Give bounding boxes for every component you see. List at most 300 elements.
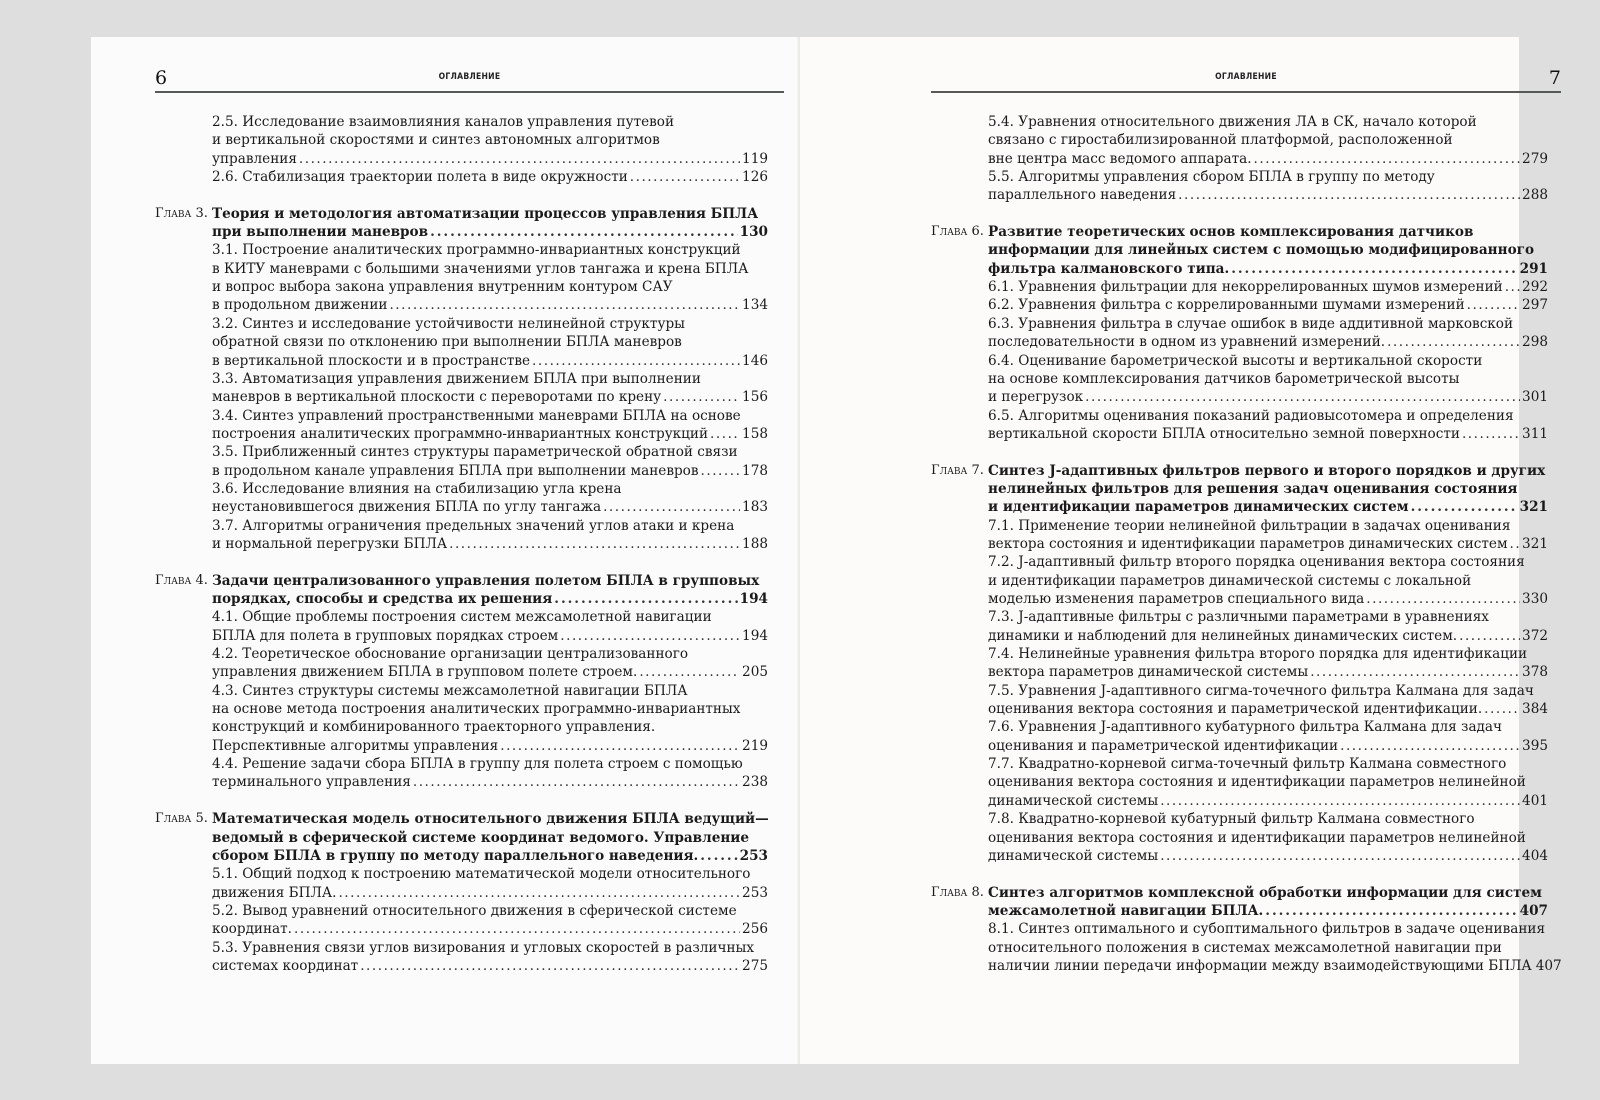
entry-line <box>988 150 1548 168</box>
entry-line <box>988 370 1548 388</box>
entry-text: Задачи централизованного управления полетом БПЛА в групповых <box>212 572 760 589</box>
chapter-title <box>212 572 768 609</box>
entry-page-number: 188 <box>742 535 768 552</box>
toc-link[interactable] <box>988 278 1548 296</box>
section-entry <box>212 241 768 314</box>
toc-link[interactable] <box>988 315 1548 352</box>
entry-line <box>988 645 1548 663</box>
toc-link[interactable] <box>988 517 1548 554</box>
entry-text: динамической системы <box>988 847 1159 864</box>
dot-leader <box>700 847 737 865</box>
entry-line <box>988 535 1548 553</box>
entry-page-number: 395 <box>1522 737 1548 754</box>
toc-link[interactable] <box>988 920 1562 975</box>
entry-line <box>988 315 1548 333</box>
entry-text: 7.8. Квадратно-корневой кубатурный фильтр Калмана совместного <box>988 811 1475 828</box>
entry-text: 4.3. Синтез структуры системы межсамолетной навигации БПЛА <box>212 682 688 699</box>
section-entry <box>988 278 1548 296</box>
chapter-title <box>988 462 1548 517</box>
toc-link[interactable] <box>988 682 1548 719</box>
chapter-label: Глава 8. <box>931 884 984 900</box>
running-head <box>155 67 784 93</box>
entry-page-number: 401 <box>1522 792 1548 809</box>
toc-link[interactable] <box>988 608 1548 645</box>
entry-line <box>212 517 768 535</box>
dot-leader <box>603 498 740 516</box>
entry-line <box>212 352 768 370</box>
entry-line <box>212 755 768 773</box>
entry-text: межсамолетной навигации БПЛА. <box>988 902 1264 919</box>
entry-text: неустановившегося движения БПЛА по углу тангажа <box>212 499 602 516</box>
entry-text: и нормальной перегрузки БПЛА <box>212 535 448 552</box>
entry-page-number: 279 <box>1522 150 1548 167</box>
toc-link[interactable] <box>212 443 768 480</box>
entry-text: наличии линии передачи информации между взаимодействующими БПЛА <box>988 957 1532 974</box>
section-entry <box>988 113 1548 168</box>
entry-text: управления движением БПЛА в групповом полете строем. <box>212 664 638 681</box>
entry-text: и перегрузок <box>988 389 1084 406</box>
dot-leader <box>663 388 740 406</box>
chapter-label: Глава 3. <box>155 205 208 221</box>
dot-leader <box>1085 388 1520 406</box>
entry-text: обратной связи по отклонению при выполнении БПЛА маневров <box>212 334 682 351</box>
entry-line <box>988 590 1548 608</box>
entry-line <box>212 260 768 278</box>
entry-page-number: 275 <box>742 957 768 974</box>
entry-text: 2.6. Стабилизация траектории полета в виде окружности <box>212 169 628 186</box>
entry-text: 4.1. Общие проблемы построения систем межсамолетной навигации <box>212 609 712 626</box>
entry-line <box>212 590 768 608</box>
entry-line <box>212 865 768 883</box>
dot-leader <box>701 462 741 480</box>
entry-text: в продольном движении <box>212 297 388 314</box>
entry-text: 2.5. Исследование взаимовлияния каналов управления путевой <box>212 114 675 130</box>
entry-page-number: 378 <box>1522 664 1548 681</box>
dot-leader <box>1411 498 1518 516</box>
entry-line <box>988 773 1548 791</box>
toc-link[interactable] <box>988 553 1548 608</box>
dot-leader <box>1366 590 1520 608</box>
entry-line <box>212 847 768 865</box>
entry-line <box>988 333 1548 351</box>
chapter-entry <box>155 205 768 554</box>
entry-line <box>988 498 1548 516</box>
chapter-title-link[interactable] <box>212 205 768 242</box>
running-head-title: ОГЛАВЛЕНИЕ <box>1215 72 1277 82</box>
section-entry <box>212 443 768 480</box>
entry-line <box>212 920 768 938</box>
entry-text: 7.2. J-адаптивный фильтр второго порядка оценивания вектора состояния <box>988 554 1525 571</box>
entry-text: Развитие теоретических основ комплексирования датчиков <box>988 224 1474 241</box>
entry-text: и вертикальной скоростями и синтез автономных алгоритмов <box>212 132 660 149</box>
entry-line <box>988 902 1548 920</box>
entry-text: 5.1. Общий подход к построению математической модели относительного <box>212 866 751 883</box>
section-entry <box>212 645 768 682</box>
entry-page-number: 178 <box>742 462 768 479</box>
entry-line <box>212 535 768 553</box>
section-entry <box>212 902 768 939</box>
entry-text: БПЛА для полета в групповых порядках строем <box>212 627 559 644</box>
entry-text: построения аналитических программно-инвариантных конструкций <box>212 425 709 442</box>
dot-leader <box>413 773 740 791</box>
entry-line <box>212 773 768 791</box>
entry-line <box>212 718 768 736</box>
toc-link[interactable] <box>988 755 1548 810</box>
toc-link[interactable] <box>212 645 768 682</box>
section-entry <box>212 755 768 792</box>
dot-leader <box>294 920 740 938</box>
entry-line <box>988 663 1548 681</box>
entry-text: 3.5. Приближенный синтез структуры параметрической обратной связи <box>212 444 738 461</box>
entry-page-number: 291 <box>1519 260 1548 277</box>
chapter-title-link[interactable] <box>988 884 1548 921</box>
running-head <box>931 67 1561 93</box>
entry-page-number: 372 <box>1522 627 1548 644</box>
chapter-title <box>988 223 1548 278</box>
entry-text: терминального управления <box>212 774 411 791</box>
left-page <box>91 37 800 1064</box>
entry-line <box>988 920 1548 938</box>
section-entry <box>212 608 768 645</box>
entry-text: 3.6. Исследование влияния на стабилизацию угла крена <box>212 480 622 497</box>
entry-line <box>212 957 768 975</box>
entry-text: последовательности в одном из уравнений измерений. <box>988 334 1386 351</box>
chapter-entry <box>931 462 1548 866</box>
page-number: 6 <box>155 67 168 89</box>
page-number: 7 <box>1548 67 1561 89</box>
toc-link[interactable] <box>212 682 768 755</box>
entry-line <box>212 939 768 957</box>
entry-line <box>988 755 1548 773</box>
entry-line <box>212 296 768 314</box>
entry-line <box>212 425 768 443</box>
chapter-title-link[interactable] <box>988 462 1548 517</box>
entry-text: 7.5. Уравнения J-адаптивного сигма-точечного фильтра Калмана для задач <box>988 682 1534 699</box>
entry-page-number: 126 <box>742 169 768 186</box>
entry-line <box>988 737 1548 755</box>
chapter-entry <box>931 223 1548 443</box>
entry-line <box>988 131 1548 149</box>
entry-line <box>988 847 1548 865</box>
section-entry <box>212 939 768 976</box>
entry-line <box>212 443 768 461</box>
entry-line <box>212 572 768 590</box>
entry-line <box>988 829 1548 847</box>
section-entry <box>988 645 1548 682</box>
entry-line <box>212 829 768 847</box>
entry-text: управления <box>212 150 297 167</box>
entry-text: системах координат <box>212 957 359 974</box>
chapter-title-link[interactable] <box>988 223 1548 278</box>
toc-link[interactable] <box>988 352 1548 407</box>
entry-line <box>988 700 1548 718</box>
entry-line <box>212 902 768 920</box>
entry-line <box>212 223 768 241</box>
toc-link[interactable] <box>212 608 768 645</box>
entry-line <box>212 241 768 259</box>
entry-page-number: 301 <box>1522 389 1548 406</box>
entry-text: 6.3. Уравнения фильтра в случае ошибок в виде аддитивной марковской <box>988 315 1514 332</box>
entry-page-number: 119 <box>742 150 768 167</box>
toc-link[interactable] <box>988 296 1548 314</box>
section-entry <box>212 407 768 444</box>
section-entry <box>212 865 768 902</box>
entry-line <box>212 627 768 645</box>
dot-leader <box>1340 737 1520 755</box>
section-entry <box>212 315 768 370</box>
entry-text: параллельного наведения <box>988 187 1177 204</box>
toc-link[interactable] <box>988 113 1548 168</box>
entry-text: 5.3. Уравнения связи углов визирования и угловых скоростей в различных <box>212 939 755 956</box>
chapter-title <box>212 205 768 242</box>
entry-text: оценивания и параметрической идентификации <box>988 737 1339 754</box>
toc-link[interactable] <box>212 480 768 517</box>
entry-page-number: 311 <box>1522 425 1548 442</box>
dot-leader <box>1160 792 1520 810</box>
section-entry <box>212 168 768 186</box>
entry-line <box>212 278 768 296</box>
entry-page-number: 321 <box>1522 536 1548 552</box>
entry-page-number: 256 <box>742 921 768 938</box>
entry-line <box>988 296 1548 314</box>
section-entry <box>988 296 1548 314</box>
toc-link[interactable] <box>212 407 768 444</box>
entry-text: сбором БПЛА в группу по методу параллельного наведения. <box>212 847 699 864</box>
entry-line <box>212 333 768 351</box>
entry-page-number: 253 <box>739 847 768 864</box>
section-entry <box>212 517 768 554</box>
section-entry <box>988 608 1548 645</box>
toc-link[interactable] <box>988 810 1548 865</box>
entry-line <box>988 627 1548 645</box>
section-entry <box>212 370 768 407</box>
dot-leader <box>389 296 740 314</box>
dot-leader <box>532 352 740 370</box>
dot-leader <box>1484 700 1520 718</box>
toc-link[interactable] <box>212 315 768 370</box>
entry-page-number: 158 <box>742 425 768 442</box>
chapter-label: Глава 7. <box>931 462 984 478</box>
entry-line <box>988 553 1548 571</box>
entry-text: вектора параметров динамической системы <box>988 664 1309 681</box>
entry-line <box>988 388 1548 406</box>
dot-leader <box>639 663 740 681</box>
entry-page-number: 183 <box>742 499 768 516</box>
dot-leader <box>1387 333 1520 351</box>
entry-line <box>212 131 768 149</box>
table-of-contents <box>931 113 1562 975</box>
section-entry <box>988 920 1562 975</box>
entry-page-number: 330 <box>1522 591 1548 608</box>
chapter-label: Глава 6. <box>931 224 984 240</box>
entry-line <box>988 462 1548 480</box>
entry-line <box>988 682 1548 700</box>
entry-line <box>988 241 1548 259</box>
entry-line <box>212 113 768 131</box>
running-head-title: ОГЛАВЛЕНИЕ <box>438 72 501 82</box>
entry-line <box>212 700 768 718</box>
entry-text: 7.4. Нелинейные уравнения фильтра второго порядка для идентификации <box>988 646 1528 663</box>
entry-line <box>212 205 768 223</box>
dot-leader <box>1160 847 1520 865</box>
entry-text: 6.1. Уравнения фильтрации для некоррелированных шумов измерений <box>988 279 1503 296</box>
toc-link[interactable] <box>212 755 768 792</box>
section-entry <box>212 682 768 755</box>
toc-link[interactable] <box>212 517 768 554</box>
entry-text: 8.1. Синтез оптимального и субоптимального фильтров в задаче оценивания <box>988 921 1546 938</box>
entry-text: оценивания вектора состояния и идентификации параметров нелинейной <box>988 774 1526 791</box>
dot-leader <box>1178 186 1520 204</box>
chapter-label: Глава 5. <box>155 811 208 827</box>
entry-page-number: 194 <box>742 627 768 644</box>
entry-text: связано с гиростабилизированной платформой, расположенной <box>988 132 1453 149</box>
entry-text: Теория и методология автоматизации процессов управления БПЛА <box>212 205 759 222</box>
entry-text: 3.2. Синтез и исследование устойчивости нелинейной структуры <box>212 315 685 332</box>
entry-line <box>212 682 768 700</box>
entry-line <box>988 572 1548 590</box>
dot-leader <box>630 168 740 186</box>
entry-text: координат. <box>212 921 293 938</box>
toc-link[interactable] <box>212 865 768 902</box>
entry-text: 5.4. Уравнения относительного движения ЛА в СК, начало которой <box>988 114 1477 130</box>
chapter-entry <box>931 884 1562 976</box>
entry-text: Перспективные алгоритмы управления <box>212 737 499 754</box>
entry-line <box>988 718 1548 736</box>
toc-link[interactable] <box>988 407 1548 444</box>
toc-link[interactable] <box>212 241 768 314</box>
chapter-title-link[interactable] <box>212 572 768 609</box>
chapter-title <box>988 884 1548 921</box>
section-entry <box>988 755 1548 810</box>
entry-text: оценивания вектора состояния и параметрической идентификации. <box>988 701 1483 718</box>
toc-link[interactable] <box>988 645 1548 682</box>
toc-link[interactable] <box>212 939 768 976</box>
toc-link[interactable] <box>988 168 1548 205</box>
entry-text: конструкций и комбинированного траекторного управления. <box>212 719 656 736</box>
dot-leader <box>560 627 740 645</box>
section-entry <box>988 810 1548 865</box>
entry-line <box>988 352 1548 370</box>
entry-line <box>212 884 768 902</box>
entry-line <box>988 113 1548 131</box>
toc-link[interactable] <box>212 370 768 407</box>
entry-text: вертикальной скорости БПЛА относительно земной поверхности <box>988 425 1460 442</box>
section-entry <box>212 480 768 517</box>
entry-text: 7.7. Квадратно-корневой сигма-точечный фильтр Калмана совместного <box>988 756 1507 773</box>
entry-text: фильтра калмановского типа. <box>988 260 1230 277</box>
dot-leader <box>430 223 738 241</box>
entry-line <box>212 150 768 168</box>
entry-text: 5.2. Вывод уравнений относительного движения в сферической системе <box>212 902 737 919</box>
entry-text: моделью изменения параметров специального вида <box>988 591 1365 608</box>
entry-page-number: 298 <box>1522 334 1548 351</box>
entry-text: маневров в вертикальной плоскости с переворотами по крену <box>212 389 662 406</box>
book-spread <box>91 37 1562 1064</box>
chapter-entry <box>155 572 768 792</box>
entry-text: 7.3. J-адаптивные фильтры с различными параметрами в уравнениях <box>988 609 1489 626</box>
toc-link[interactable] <box>212 902 768 939</box>
entry-text: информации для линейных систем с помощью модифицированного <box>988 242 1535 259</box>
entry-line <box>988 407 1548 425</box>
entry-line <box>988 810 1548 828</box>
entry-page-number: 134 <box>742 297 768 314</box>
entry-page-number: 407 <box>1519 902 1548 919</box>
section-entry <box>988 718 1548 755</box>
entry-line <box>212 480 768 498</box>
entry-text: при выполнении маневров <box>212 224 429 241</box>
entry-page-number: 238 <box>742 774 768 791</box>
entry-text: на основе метода построения аналитических программно-инвариантных <box>212 701 741 718</box>
entry-line <box>988 517 1548 535</box>
dot-leader <box>1459 627 1520 645</box>
entry-text: 3.7. Алгоритмы ограничения предельных значений углов атаки и крена <box>212 517 735 534</box>
entry-line <box>988 186 1548 204</box>
section-entry <box>212 113 768 168</box>
entry-text: нелинейных фильтров для решения задач оценивания состояния <box>988 480 1518 497</box>
entry-line <box>988 884 1548 902</box>
entry-text: в продольном канале управления БПЛА при выполнении маневров <box>212 462 699 479</box>
chapter-entry <box>155 810 768 975</box>
entry-page-number: 288 <box>1522 187 1548 204</box>
toc-link[interactable] <box>212 113 768 168</box>
entry-line <box>212 388 768 406</box>
entry-line <box>212 370 768 388</box>
entry-text: порядках, способы и средства их решения <box>212 591 553 608</box>
entry-text: 7.1. Применение теории нелинейной фильтрации в задачах оценивания <box>988 517 1511 534</box>
entry-page-number: 156 <box>742 389 768 406</box>
entry-page-number: 321 <box>1519 499 1548 516</box>
entry-page-number: 205 <box>742 664 768 681</box>
entry-text: и идентификации параметров динамических систем <box>988 499 1409 516</box>
toc-link[interactable] <box>988 718 1548 755</box>
entry-text: Синтез J-адаптивных фильтров первого и второго порядков и других <box>988 462 1546 479</box>
entry-text: движения БПЛА. <box>212 884 337 901</box>
section-entry <box>988 682 1548 719</box>
section-entry <box>988 517 1548 554</box>
entry-line <box>988 957 1562 975</box>
entry-text: вне центра масс ведомого аппарата. <box>988 150 1252 167</box>
entry-text: и идентификации параметров динамической системы с локальной <box>988 572 1472 589</box>
entry-text: 3.4. Синтез управлений пространственными маневрами БПЛА на основе <box>212 407 741 424</box>
dot-leader <box>360 957 740 975</box>
entry-page-number: 219 <box>742 737 768 754</box>
dot-leader <box>449 535 740 553</box>
toc-link[interactable] <box>212 168 768 186</box>
entry-text: динамической системы <box>988 792 1159 809</box>
section-entry <box>988 553 1548 608</box>
entry-line <box>988 260 1548 278</box>
section-entry <box>988 352 1548 407</box>
entry-line <box>988 168 1548 186</box>
entry-text: вектора состояния и идентификации параметров динамических систем <box>988 536 1508 552</box>
entry-page-number: 130 <box>739 224 768 241</box>
dot-leader <box>1265 902 1517 920</box>
entry-line <box>988 792 1548 810</box>
entry-text: оценивания вектора состояния и идентификации параметров нелинейной <box>988 829 1526 846</box>
chapter-title-link[interactable] <box>212 810 768 865</box>
entry-text: Математическая модель относительного движения БПЛА ведущий— <box>212 811 769 828</box>
entry-page-number: 384 <box>1522 701 1548 718</box>
entry-page-number: 194 <box>739 591 768 608</box>
dot-leader <box>1467 296 1520 314</box>
entry-text: 6.5. Алгоритмы оценивания показаний радиовысотомера и определения <box>988 407 1514 424</box>
entry-text: 4.4. Решение задачи сбора БПЛА в группу для полета строем с помощью <box>212 756 743 773</box>
dot-leader <box>1254 150 1521 168</box>
dot-leader <box>554 590 737 608</box>
table-of-contents <box>155 113 768 975</box>
entry-page-number: 297 <box>1522 297 1548 314</box>
entry-text: на основе комплексирования датчиков барометрической высоты <box>988 370 1460 387</box>
